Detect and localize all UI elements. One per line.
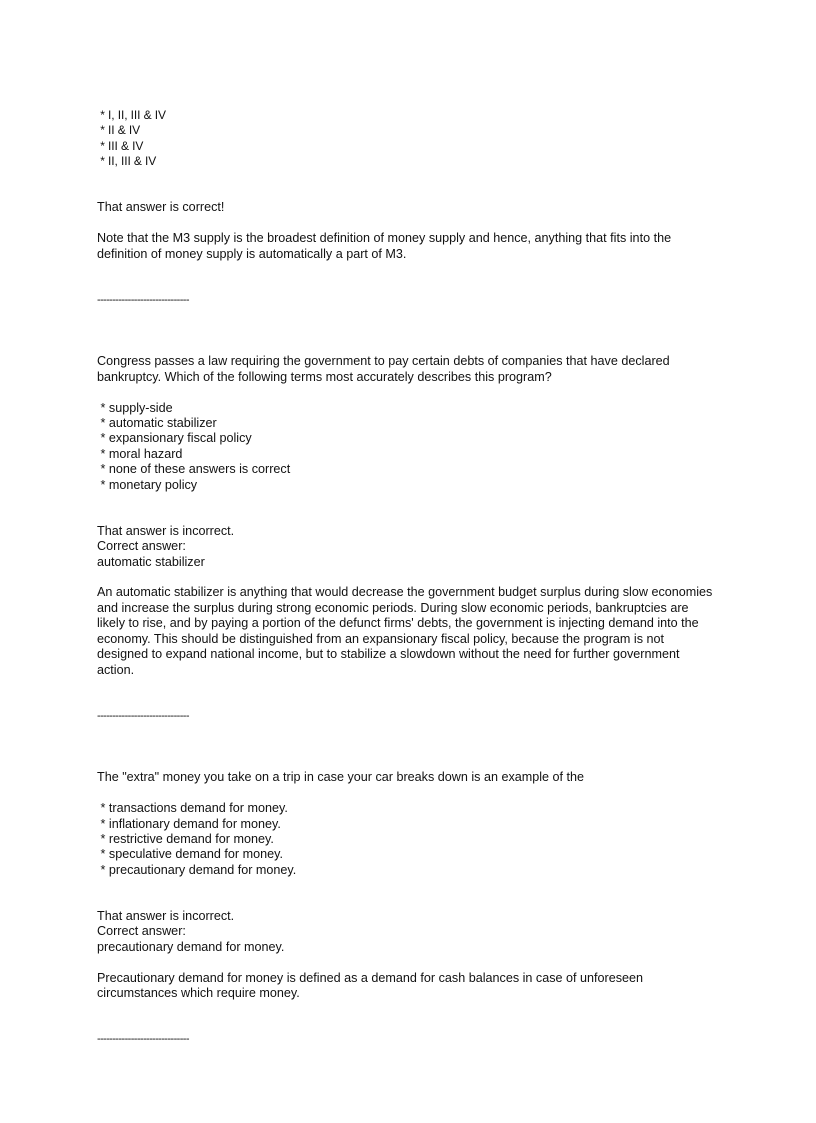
q1-option: * automatic stabilizer <box>97 416 217 431</box>
q1-option: * monetary policy <box>97 477 198 492</box>
separator: ------------------------------ <box>97 293 189 306</box>
q1-option: * supply-side <box>97 400 173 415</box>
q1-correct-label: Correct answer: <box>97 539 186 554</box>
q1-question: Congress passes a law requiring the government to pay certain debts of companies that have declared bankruptcy. Which of the following terms most accurately describes this program? <box>97 354 670 384</box>
q0-result: That answer is correct! <box>97 200 225 215</box>
q2-option: * inflationary demand for money. <box>97 816 281 831</box>
q2-option: * transactions demand for money. <box>97 801 288 816</box>
q0-option: * I, II, III & IV <box>97 108 166 122</box>
q2-correct-value: precautionary demand for money. <box>97 939 285 954</box>
q2-result: That answer is incorrect. <box>97 908 235 923</box>
q2-option: * restrictive demand for money. <box>97 831 274 846</box>
q1-option: * expansionary fiscal policy <box>97 431 252 446</box>
q2-correct-label: Correct answer: <box>97 924 186 939</box>
separator: ------------------------------ <box>97 1033 189 1046</box>
document-page <box>97 108 717 1048</box>
q1-correct-value: automatic stabilizer <box>97 554 205 569</box>
q1-option: * none of these answers is correct <box>97 462 291 477</box>
q1-option: * moral hazard <box>97 446 183 461</box>
q2-option: * speculative demand for money. <box>97 847 283 862</box>
q0-options <box>97 108 717 170</box>
q1-options <box>97 401 717 493</box>
q0-option: * II & IV <box>97 123 141 138</box>
q2-option: * precautionary demand for money. <box>97 862 297 877</box>
q2-explanation: Precautionary demand for money is defined as a demand for cash balances in case of unforeseen circumstances which require money. <box>97 970 644 1000</box>
q2-options <box>97 801 717 878</box>
q1-result: That answer is incorrect. <box>97 523 235 538</box>
q0-option: * II, III & IV <box>97 154 157 169</box>
separator: ------------------------------ <box>97 709 189 722</box>
q0-explanation: Note that the M3 supply is the broadest definition of money supply and hence, anything that fits into the definition of money supply is automatically a part of M3. <box>97 231 672 261</box>
q2-question: The "extra" money you take on a trip in case your car breaks down is an example of the <box>97 770 585 785</box>
q0-option: * III & IV <box>97 138 144 153</box>
q1-explanation: An automatic stabilizer is anything that would decrease the government budget surplus during slow economies and increase the surplus during strong economic periods. During slow economic periods, bankruptcies are likely to rise, and by paying a portion of the defunct firms' debts, the government is injecting demand into the economy. This should be distinguished from an expansionary fiscal policy, because the program is not designed to expand national income, but to stabilize a slowdown without the need for further government action. <box>97 585 713 677</box>
